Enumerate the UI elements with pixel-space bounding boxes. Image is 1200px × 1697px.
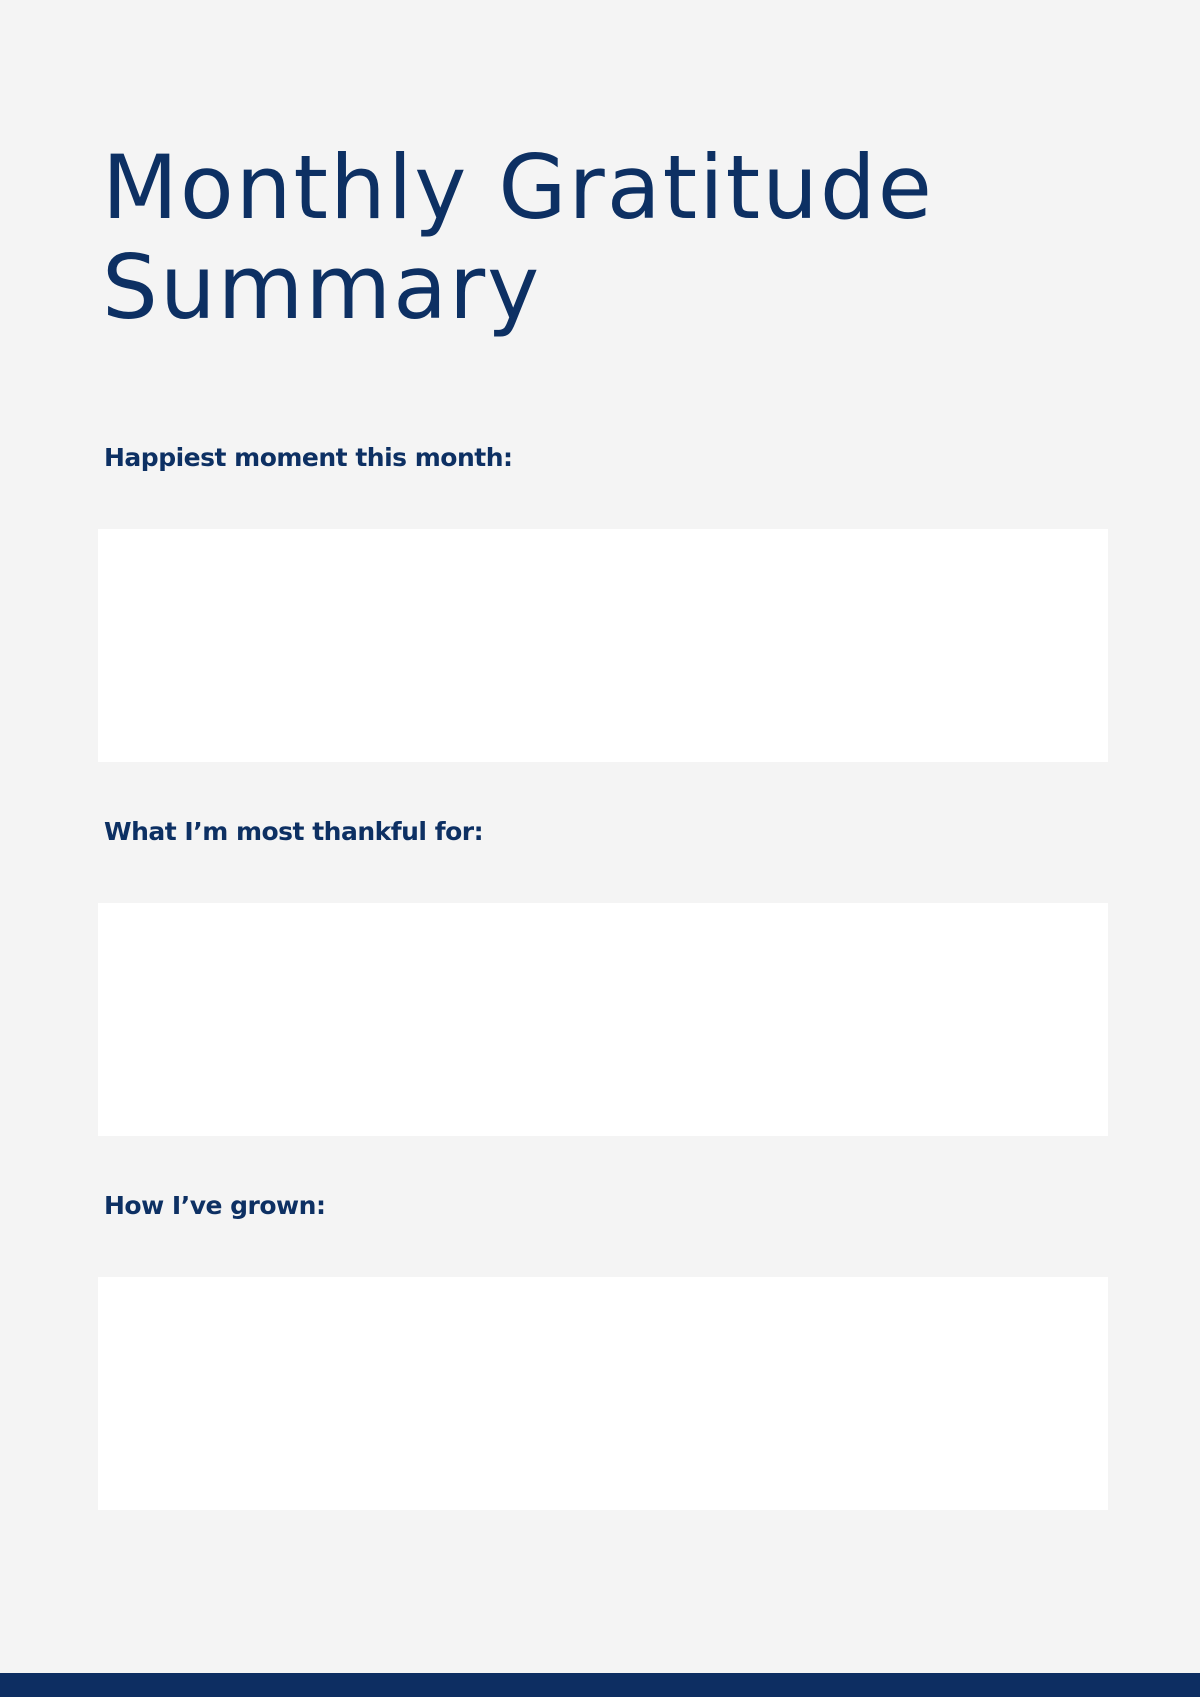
happiest-moment-field[interactable] — [98, 529, 1108, 762]
section-label-happiest-moment: Happiest moment this month: — [104, 443, 513, 472]
thankful-for-field[interactable] — [98, 903, 1108, 1136]
how-grown-field[interactable] — [98, 1277, 1108, 1510]
footer-bar — [0, 1673, 1200, 1697]
page-title — [102, 138, 1102, 338]
section-label-thankful-for: What I’m most thankful for: — [104, 817, 484, 846]
page-title-line-1: Monthly Gratitude — [102, 136, 934, 239]
section-label-how-grown: How I’ve grown: — [104, 1191, 326, 1220]
page-title-line-2: Summary — [102, 236, 542, 339]
